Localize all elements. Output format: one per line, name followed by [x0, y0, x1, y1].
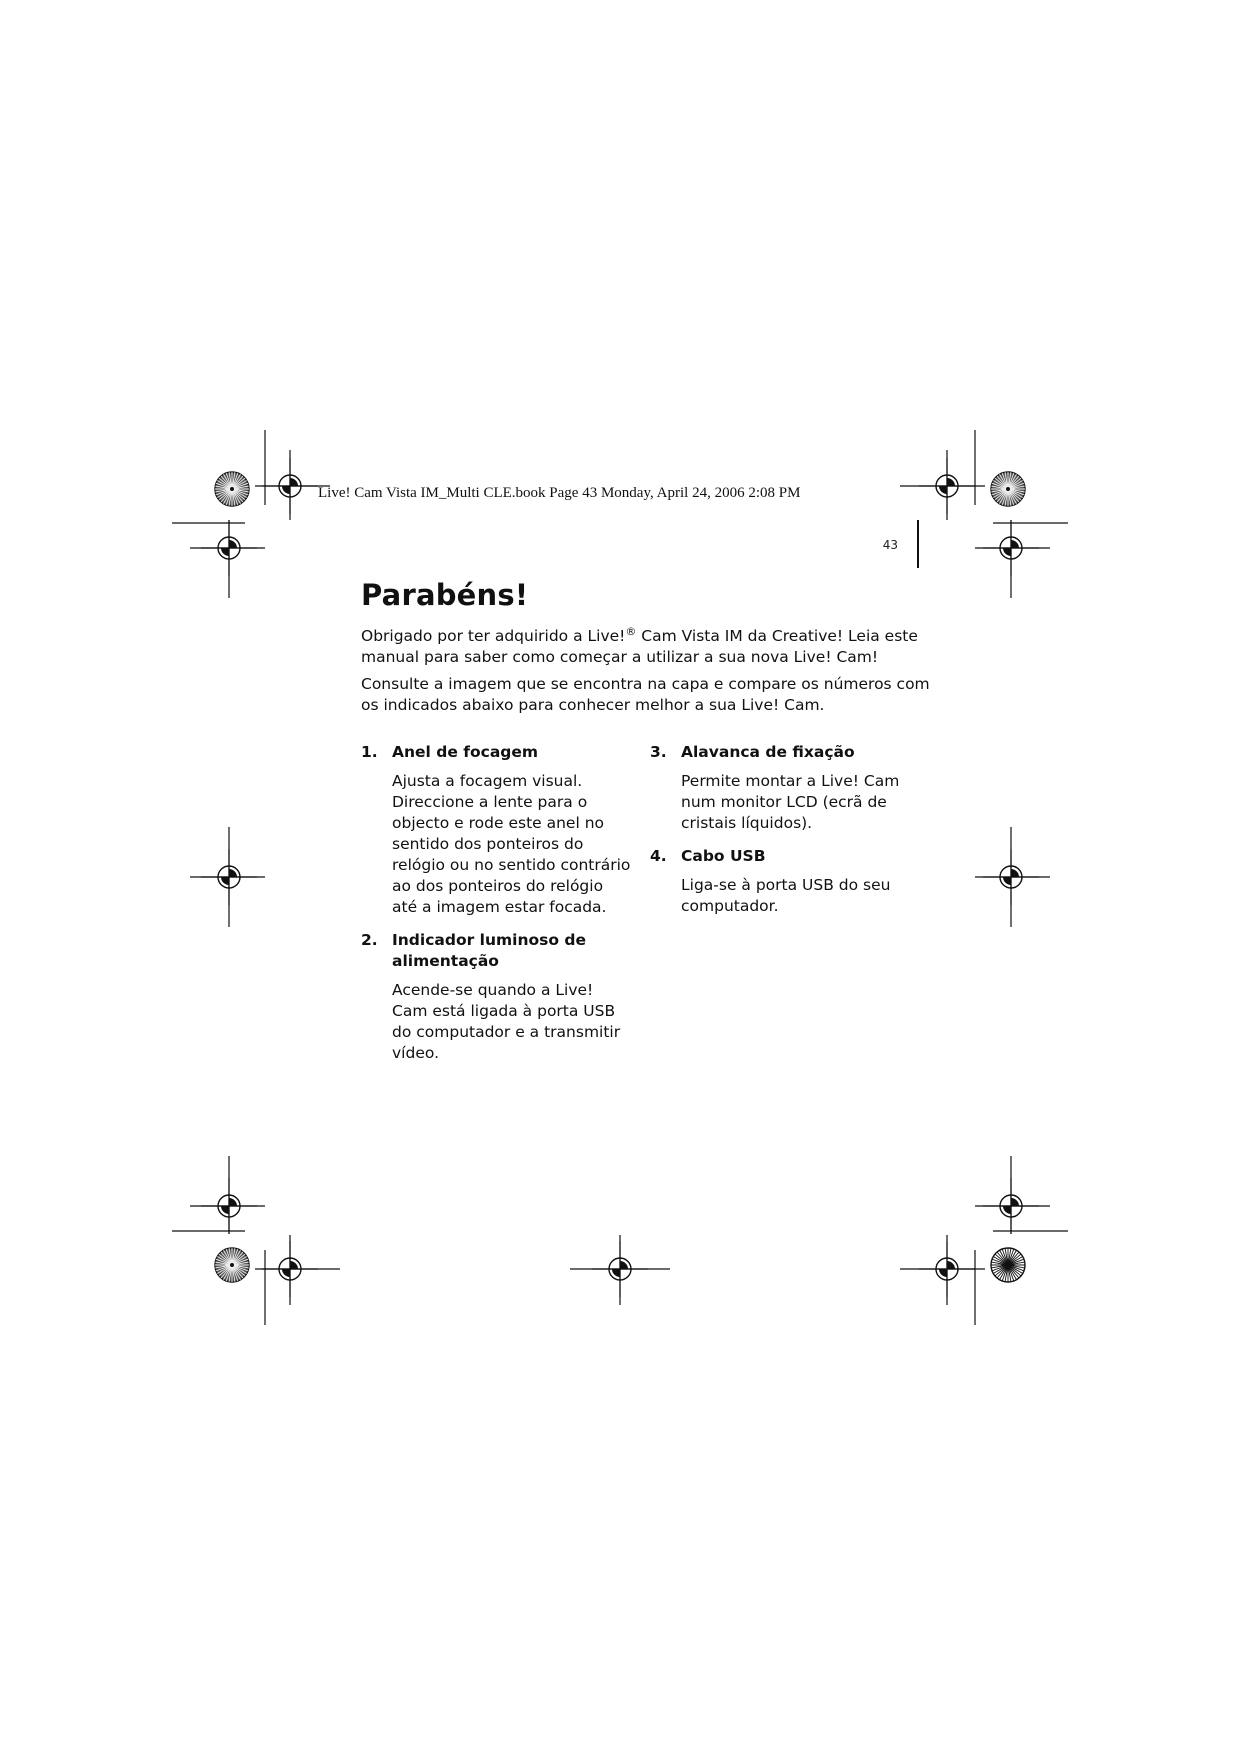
page-title: Parabéns! — [361, 578, 529, 612]
column-right — [650, 742, 920, 929]
item-number: 4. — [650, 847, 667, 865]
column-left — [361, 742, 631, 1076]
list-item — [361, 930, 631, 1064]
starburst-wheel-icon — [991, 1248, 1025, 1282]
starburst-wheel-icon — [991, 472, 1025, 506]
intro-section — [361, 626, 931, 722]
item-label: Alavanca de fixação — [681, 743, 855, 761]
item-label: Indicador luminoso de alimentação — [392, 931, 587, 970]
registered-mark: ® — [625, 624, 637, 638]
item-heading — [650, 846, 920, 867]
item-label: Anel de focagem — [392, 743, 539, 761]
intro-paragraph-1: Obrigado por ter adquirido a Live!® Cam Vista IM da Creative! Leia este manual para saber como começar a utilizar a sua nova Live! Cam! — [361, 624, 918, 666]
list-item — [650, 742, 920, 834]
item-heading — [361, 742, 631, 763]
item-number: 3. — [650, 743, 667, 761]
list-item — [361, 742, 631, 918]
item-number: 2. — [361, 931, 378, 949]
page-number-rule — [917, 520, 919, 568]
item-description: Permite montar a Live! Cam num monitor LCD (ecrã de cristais líquidos). — [681, 772, 900, 832]
page-number: 43 — [882, 538, 898, 552]
list-item — [650, 846, 920, 917]
intro-paragraph-2: Consulte a imagem que se encontra na capa e compare os números com os indicados abaixo para conhecer melhor a sua Live! Cam. — [361, 675, 930, 714]
starburst-wheel-icon — [215, 472, 249, 506]
item-number: 1. — [361, 743, 378, 761]
starburst-wheel-icon — [215, 1248, 249, 1282]
item-description: Liga-se à porta USB do seu computador. — [681, 876, 891, 915]
item-description: Ajusta a focagem visual. Direccione a lente para o objecto e rode este anel no sentido dos ponteiros do relógio ou no sentido contrário ao dos ponteiros do relógio até a imagem estar focada. — [392, 772, 631, 916]
book-slug-line: Live! Cam Vista IM_Multi CLE.book Page 43 Monday, April 24, 2006 2:08 PM — [318, 485, 801, 501]
item-description: Acende-se quando a Live! Cam está ligada à porta USB do computador e a transmitir vídeo. — [392, 981, 621, 1062]
item-label: Cabo USB — [681, 847, 766, 865]
item-heading — [361, 930, 631, 972]
item-heading — [650, 742, 920, 763]
